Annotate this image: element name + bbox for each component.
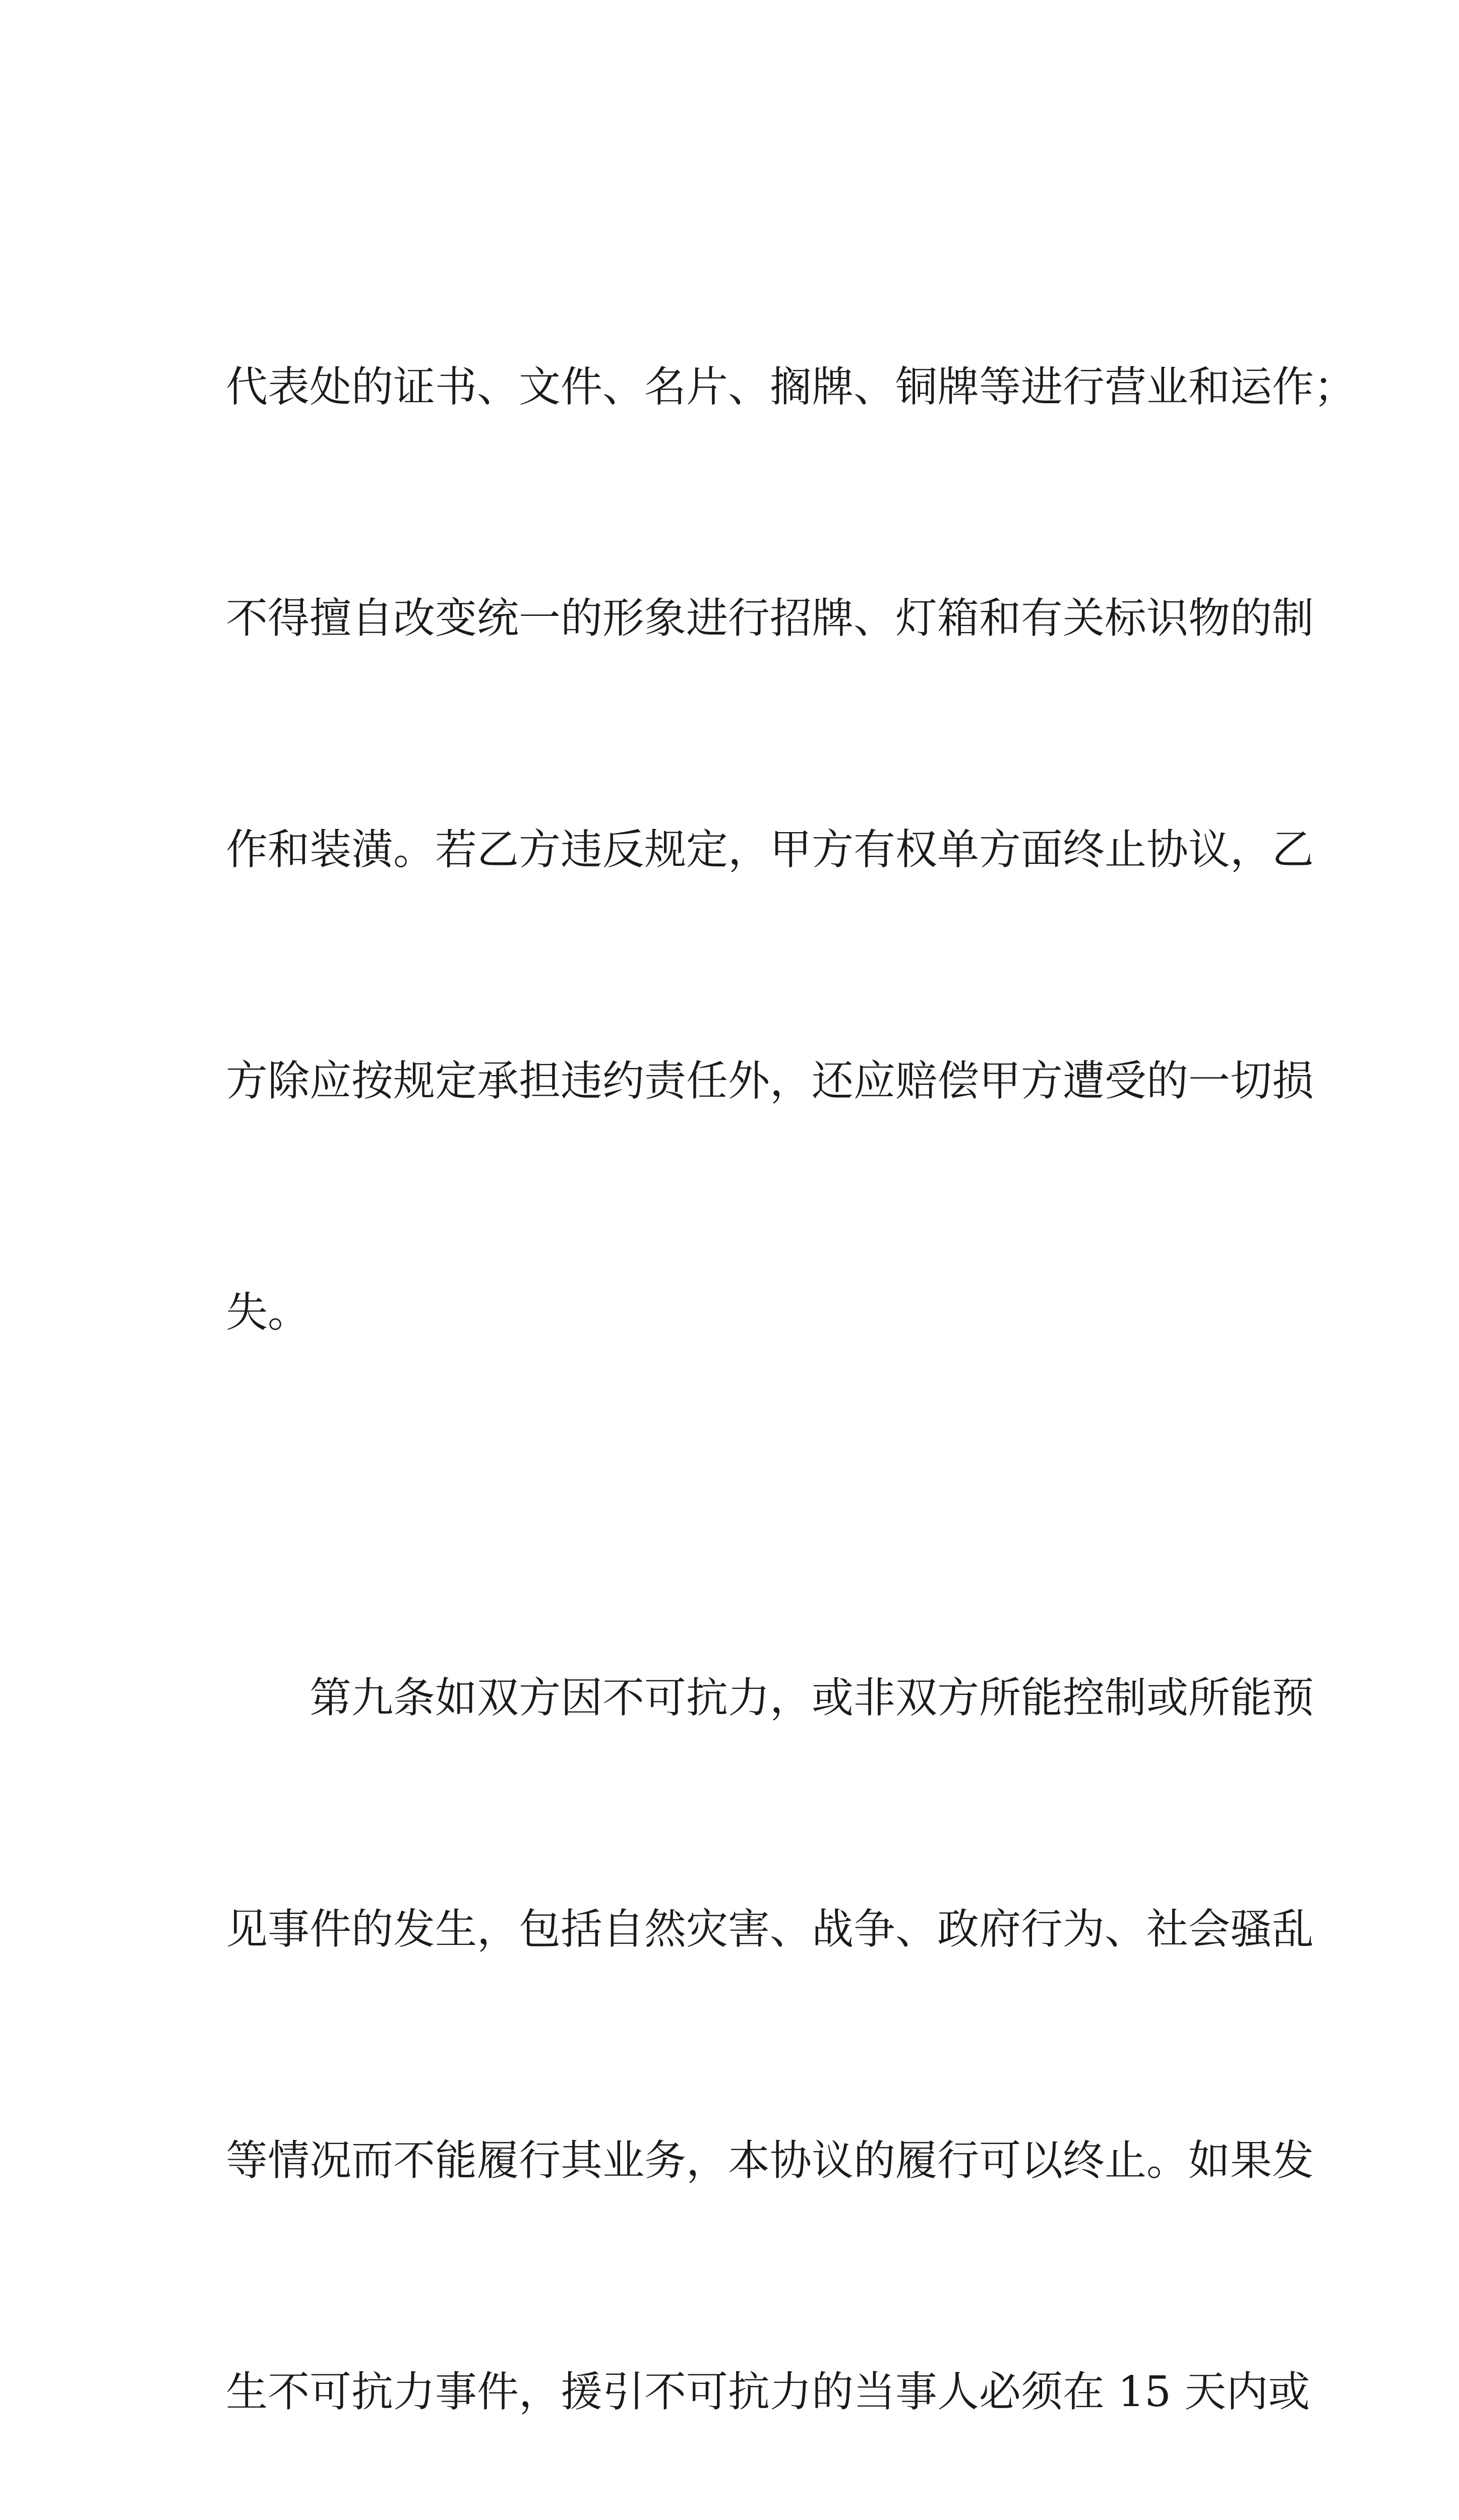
text-line: 见事件的发生，包括自然灾害、战争、政府行为、社会骚乱: [226, 1905, 1314, 1954]
text-line: 代表处的证书、文件、名片、搁牌、铜牌等进行营业和运作；: [226, 362, 1356, 411]
text-line: 失。: [226, 1288, 310, 1337]
text-line: 第九条如双方因不可抗力，或非双方所能控制或所能预: [310, 1673, 1314, 1722]
text-line: 等情况而不能履行其业务，本协议的履行可以终止。如果发: [226, 2136, 1314, 2185]
text-line: 方除应按规定承担违约责任外，还应赔偿甲方遭受的一切损: [226, 1056, 1314, 1105]
text-line: 生不可抗力事件，援引不可抗力的当事人必须在 15 天内或: [226, 2367, 1310, 2416]
paragraph-article-9: [226, 1505, 1314, 2520]
text-line: 不得擅自改变统一的形象进行招牌、灯箱和有关标识物的制: [226, 594, 1314, 643]
text-line: 作和装潢。若乙方违反规定，甲方有权单方面终止协议，乙: [226, 825, 1314, 874]
paragraph-continuation: [226, 194, 1356, 1505]
document-body: [226, 194, 1356, 2520]
